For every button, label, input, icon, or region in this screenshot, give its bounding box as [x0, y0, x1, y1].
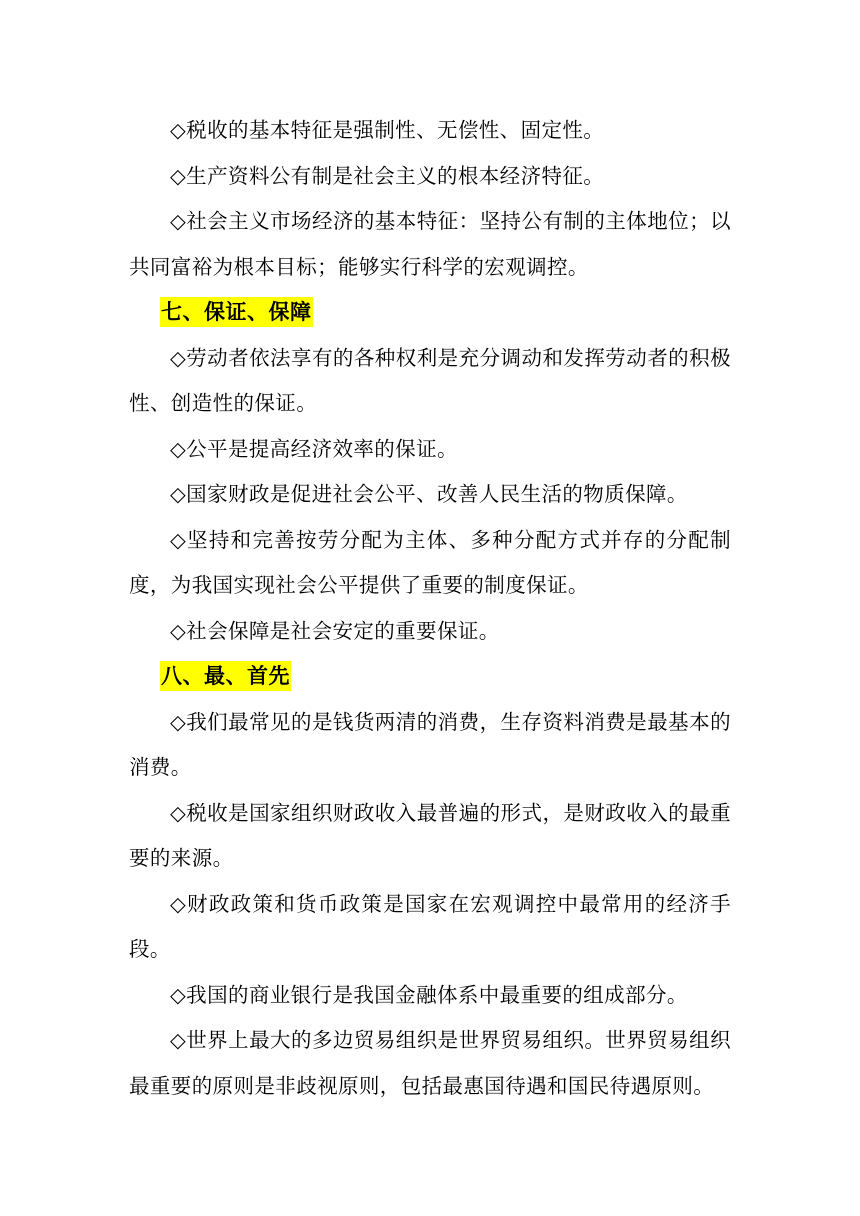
paragraph-commercial-banks: ◇我国的商业银行是我国金融体系中最重要的组成部分。	[170, 982, 688, 1007]
section-heading-most-first-text: 八、最、首先	[160, 661, 291, 691]
paragraph-market-economy-features: ◇社会主义市场经济的基本特征：坚持公有制的主体地位；以共同富裕为根本目标；能够实行科学的宏观调控。	[129, 209, 731, 279]
document-page	[129, 108, 731, 1109]
paragraph-tax-features: ◇税收的基本特征是强制性、无偿性、固定性。	[170, 118, 605, 142]
paragraph-fiscal-monetary-policy: ◇财政政策和货币政策是国家在宏观调控中最常用的经济手段。	[129, 891, 731, 961]
section-heading-guarantee-text: 七、保证、保障	[160, 297, 313, 327]
paragraph-public-ownership: ◇生产资料公有制是社会主义的根本经济特征。	[170, 163, 605, 188]
paragraph-national-finance: ◇国家财政是促进社会公平、改善人民生活的物质保障。	[170, 482, 688, 506]
paragraph-social-security: ◇社会保障是社会安定的重要保证。	[170, 618, 500, 643]
section-heading-guarantee	[129, 290, 731, 336]
paragraph-distribution-system: ◇坚持和完善按劳分配为主体、多种分配方式并存的分配制度，为我国实现社会公平提供了重要的制度保证。	[129, 527, 731, 597]
paragraph-tax-revenue: ◇税收是国家组织财政收入最普遍的形式，是财政收入的最重要的来源。	[129, 800, 731, 870]
paragraph-wto: ◇世界上最大的多边贸易组织是世界贸易组织。世界贸易组织最重要的原则是非歧视原则，包括最惠国待遇和国民待遇原则。	[129, 1028, 731, 1098]
paragraph-consumption: ◇我们最常见的是钱货两清的消费，生存资料消费是最基本的消费。	[129, 709, 731, 779]
section-heading-most-first	[129, 654, 731, 700]
paragraph-fairness: ◇公平是提高经济效率的保证。	[170, 436, 458, 461]
paragraph-workers-rights: ◇劳动者依法享有的各种权利是充分调动和发挥劳动者的积极性、创造性的保证。	[129, 345, 731, 415]
